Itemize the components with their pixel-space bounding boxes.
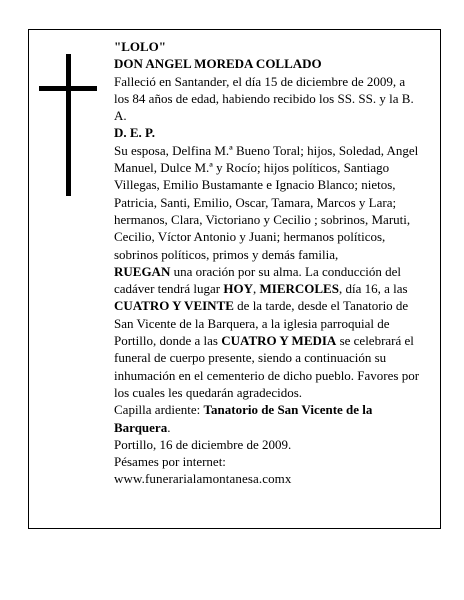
today-word: HOY xyxy=(223,281,253,297)
weekday-word: MIERCOLES xyxy=(259,281,339,297)
rest-in-peace: D. E. P. xyxy=(114,125,156,141)
request-word: RUEGAN xyxy=(114,263,171,279)
family-list: Su esposa, Delfina M.ª Bueno Toral; hijos, Soledad, Angel Manuel, Dulce M.ª y Rocío; hijos políticos, Santiago Villegas, Emilio Bustamante e Ignacio Blanco; nietos, Patricia, Santi, Emilio, Oscar, Tamara, Marcos y Lara; hermanos, Clara, Victoriano y Cecilio ; sobrinos, Maruti, Cecilio, Víctor Antonio y Juani; hermanos políticos, sobrinos políticos, primos y demás familia, xyxy=(114,142,419,262)
obituary-text xyxy=(114,38,422,488)
procession-time: CUATRO Y VEINTE xyxy=(114,298,234,314)
cross-icon-bar xyxy=(39,86,97,91)
chapel-place: Tanatorio de San Vicente de la Barquera xyxy=(114,402,373,435)
condolences-label: Pésames por internet: xyxy=(114,454,226,470)
deceased-name: DON ANGEL MOREDA COLLADO xyxy=(114,56,322,72)
cross-icon xyxy=(66,54,71,196)
death-statement: Falleció en Santander, el día 15 de diciembre de 2009, a los 84 años de edad, habiendo recibido los SS. SS. y la B. A. xyxy=(114,73,414,124)
date-line: Portillo, 16 de diciembre de 2009. xyxy=(114,436,292,452)
funeral-time: CUATRO Y MEDIA xyxy=(221,333,337,349)
funeral-request: RUEGAN una oración por su alma. La conducción del cadáver tendrá lugar HOY, MIERCOLES, día 16, a las CUATRO Y VEINTE de la tarde, desde el Tanatorio de San Vicente de la Barquera, a la iglesia parroquial de Portillo, donde a las CUATRO Y MEDIA se celebrará el funeral de cuerpo presente, siendo a continuación su inhumación en el cementerio de dicho pueblo. Favores por los cuales les quedarán agradecidos. xyxy=(114,263,420,400)
nickname: "LOLO" xyxy=(114,39,166,54)
chapel-line: Capilla ardiente: Tanatorio de San Vicente de la Barquera. xyxy=(114,402,373,435)
website-link[interactable]: www.funerarialamontanesa.comx xyxy=(114,471,292,487)
